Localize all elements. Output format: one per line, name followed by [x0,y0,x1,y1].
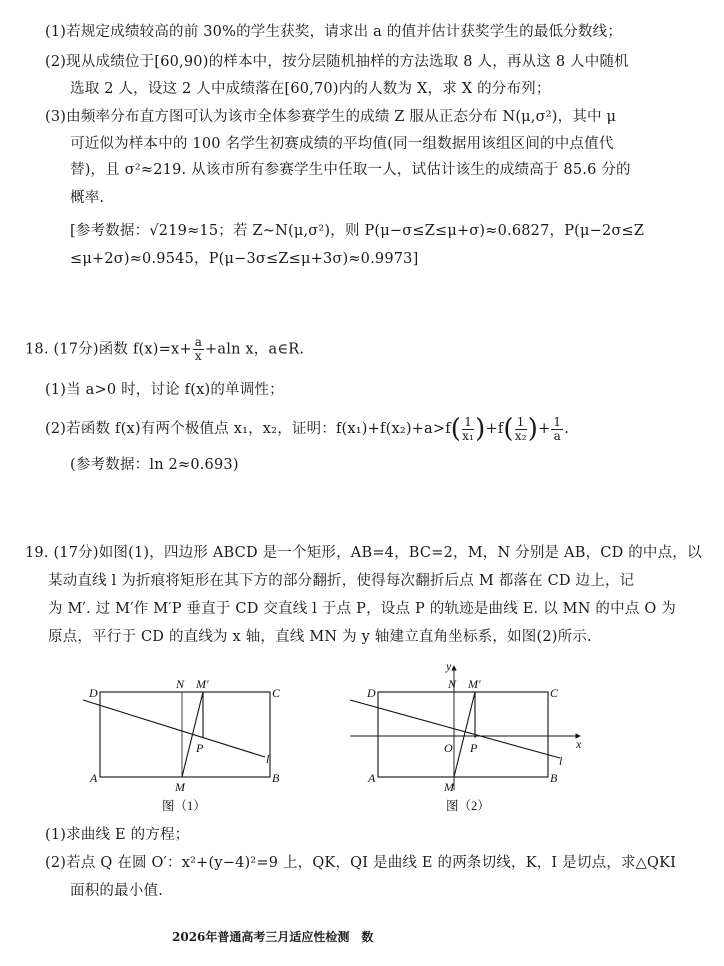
label-l: l [559,754,563,768]
q17-part3-line4: 概率. [70,190,105,206]
q18-heading-a: 18. (17分)函数 f(x)=x+ [25,341,192,358]
frac-num: 1 [515,416,527,430]
label-b: B [272,771,280,785]
frac-den: x₂ [514,428,527,443]
q17-reference-line1: [参考数据：√219≈15；若 Z~N(μ,σ²)，则 P(μ−σ≤Z≤μ+σ)≈0.6827，P(μ−2σ≤Z [70,223,645,239]
label-x: x [576,737,582,751]
fold-line-l [83,700,265,757]
label-c: C [550,686,559,700]
q17-part3-line2: 可近似为样本中的 100 名学生初赛成绩的平均值(同一组数据用该组区间的中点值代 [70,136,614,152]
label-p: P [470,741,478,755]
label-l: l [266,752,270,766]
q18-part2: (2)若函数 f(x)有两个极值点 x₁，x₂，证明：f(x₁)+f(x₂)+a>f( $\frac{1}{\text{x₁}}$ )+f( $\frac{1}{\text{x₂}}$ )+ $\frac{1}{a}$ . [45,414,570,444]
label-a: A [90,771,98,785]
q17-part3-line3: 替)，且 σ²≈219. 从该市所有参赛学生中任取一人，试估计该生的成绩高于 85.6 分的 [70,162,631,178]
q17-part2-line2: 选取 2 人，设这 2 人中成绩落在[60,70)内的人数为 X，求 X 的分布列； [70,81,551,97]
label-m-prime: M′ [196,677,209,691]
frac-den: x [194,349,202,363]
figure-2 [350,666,580,790]
q18-heading-b: +aln x，a∈R. [205,341,305,358]
frac-num: 1 [462,416,474,430]
frac-num: a [194,335,203,349]
q17-part2-line1: (2)现从成绩位于[60,90)的样本中，按分层随机抽样的方法选取 8 人，再从这 8 人中随机 [45,54,629,70]
q18-part2-end: . [564,421,570,437]
q19-line1: 19. (17分)如图(1)，四边形 ABCD 是一个矩形，AB=4，BC=2，M，N 分别是 AB，CD 的中点，以 [25,545,702,561]
segment-m-mprime [454,692,475,777]
q19-part1: (1)求曲线 E 的方程； [45,827,190,843]
label-n: N [448,677,457,691]
page-footer: 2026年普通高考三月适应性检测 数 [172,930,374,944]
q17-part1: (1)若规定成绩较高的前 30%的学生获奖，请求出 a 的值并估计获奖学生的最低分数线； [45,24,623,40]
q19-part2-line1: (2)若点 Q 在圆 O′：x²+(y−4)²=9 上，QK，QI 是曲线 E 的两条切线，K，I 是切点，求△QKI [45,855,677,871]
q17-reference-line2: ≤μ+2σ)≈0.9545，P(μ−3σ≤Z≤μ+3σ)≈0.9973] [70,251,419,267]
figure-2-caption: 图（2） [446,799,490,813]
figure-1 [83,692,270,777]
figure-1-caption: 图（1） [162,799,206,813]
q19-line3: 为 M′. 过 M′作 M′P 垂直于 CD 交直线 l 于点 P，设点 P 的轨迹是曲线 E. 以 MN 的中点 O 为 [48,601,676,617]
q19-part2-line2: 面积的最小值. [70,883,164,899]
q18-part2-text: (2)若函数 f(x)有两个极值点 x₁，x₂，证明：f(x₁)+f(x₂)+a>f [45,421,451,437]
label-m-prime: M′ [468,677,481,691]
label-m: M [175,780,185,794]
label-b: B [550,771,558,785]
q19-line2: 某动直线 l 为折痕将矩形在其下方的部分翻折，使得每次翻折后点 M 都落在 CD 边上，记 [48,573,635,589]
label-o: O [444,741,453,755]
rectangle-abcd [378,692,548,777]
label-d: D [367,686,376,700]
label-a: A [368,771,376,785]
q18-reference: (参考数据：ln 2≈0.693) [70,457,239,473]
q18-part1: (1)当 a>0 时，讨论 f(x)的单调性； [45,382,284,398]
q18-part2-mid: +f [485,421,504,437]
fold-line-l [350,700,560,758]
q17-part3-line1: (3)由频率分布直方图可认为该市全体参赛学生的成绩 Z 服从正态分布 N(μ,σ²)，其中 μ [45,109,617,125]
q18-part2-plus: + [538,421,551,437]
frac-den: x₁ [462,428,475,443]
label-y: y [446,659,452,673]
label-n: N [176,677,185,691]
label-d: D [89,686,98,700]
q19-line4: 原点，平行于 CD 的直线为 x 轴，直线 MN 为 y 轴建立直角坐标系，如图(2)所示. [48,629,592,645]
frac-num: 1 [553,414,562,429]
label-p: P [196,741,204,755]
figure-1-labels [88,677,281,813]
label-c: C [272,686,281,700]
label-m: M [444,780,454,794]
frac-den: a [553,428,562,443]
